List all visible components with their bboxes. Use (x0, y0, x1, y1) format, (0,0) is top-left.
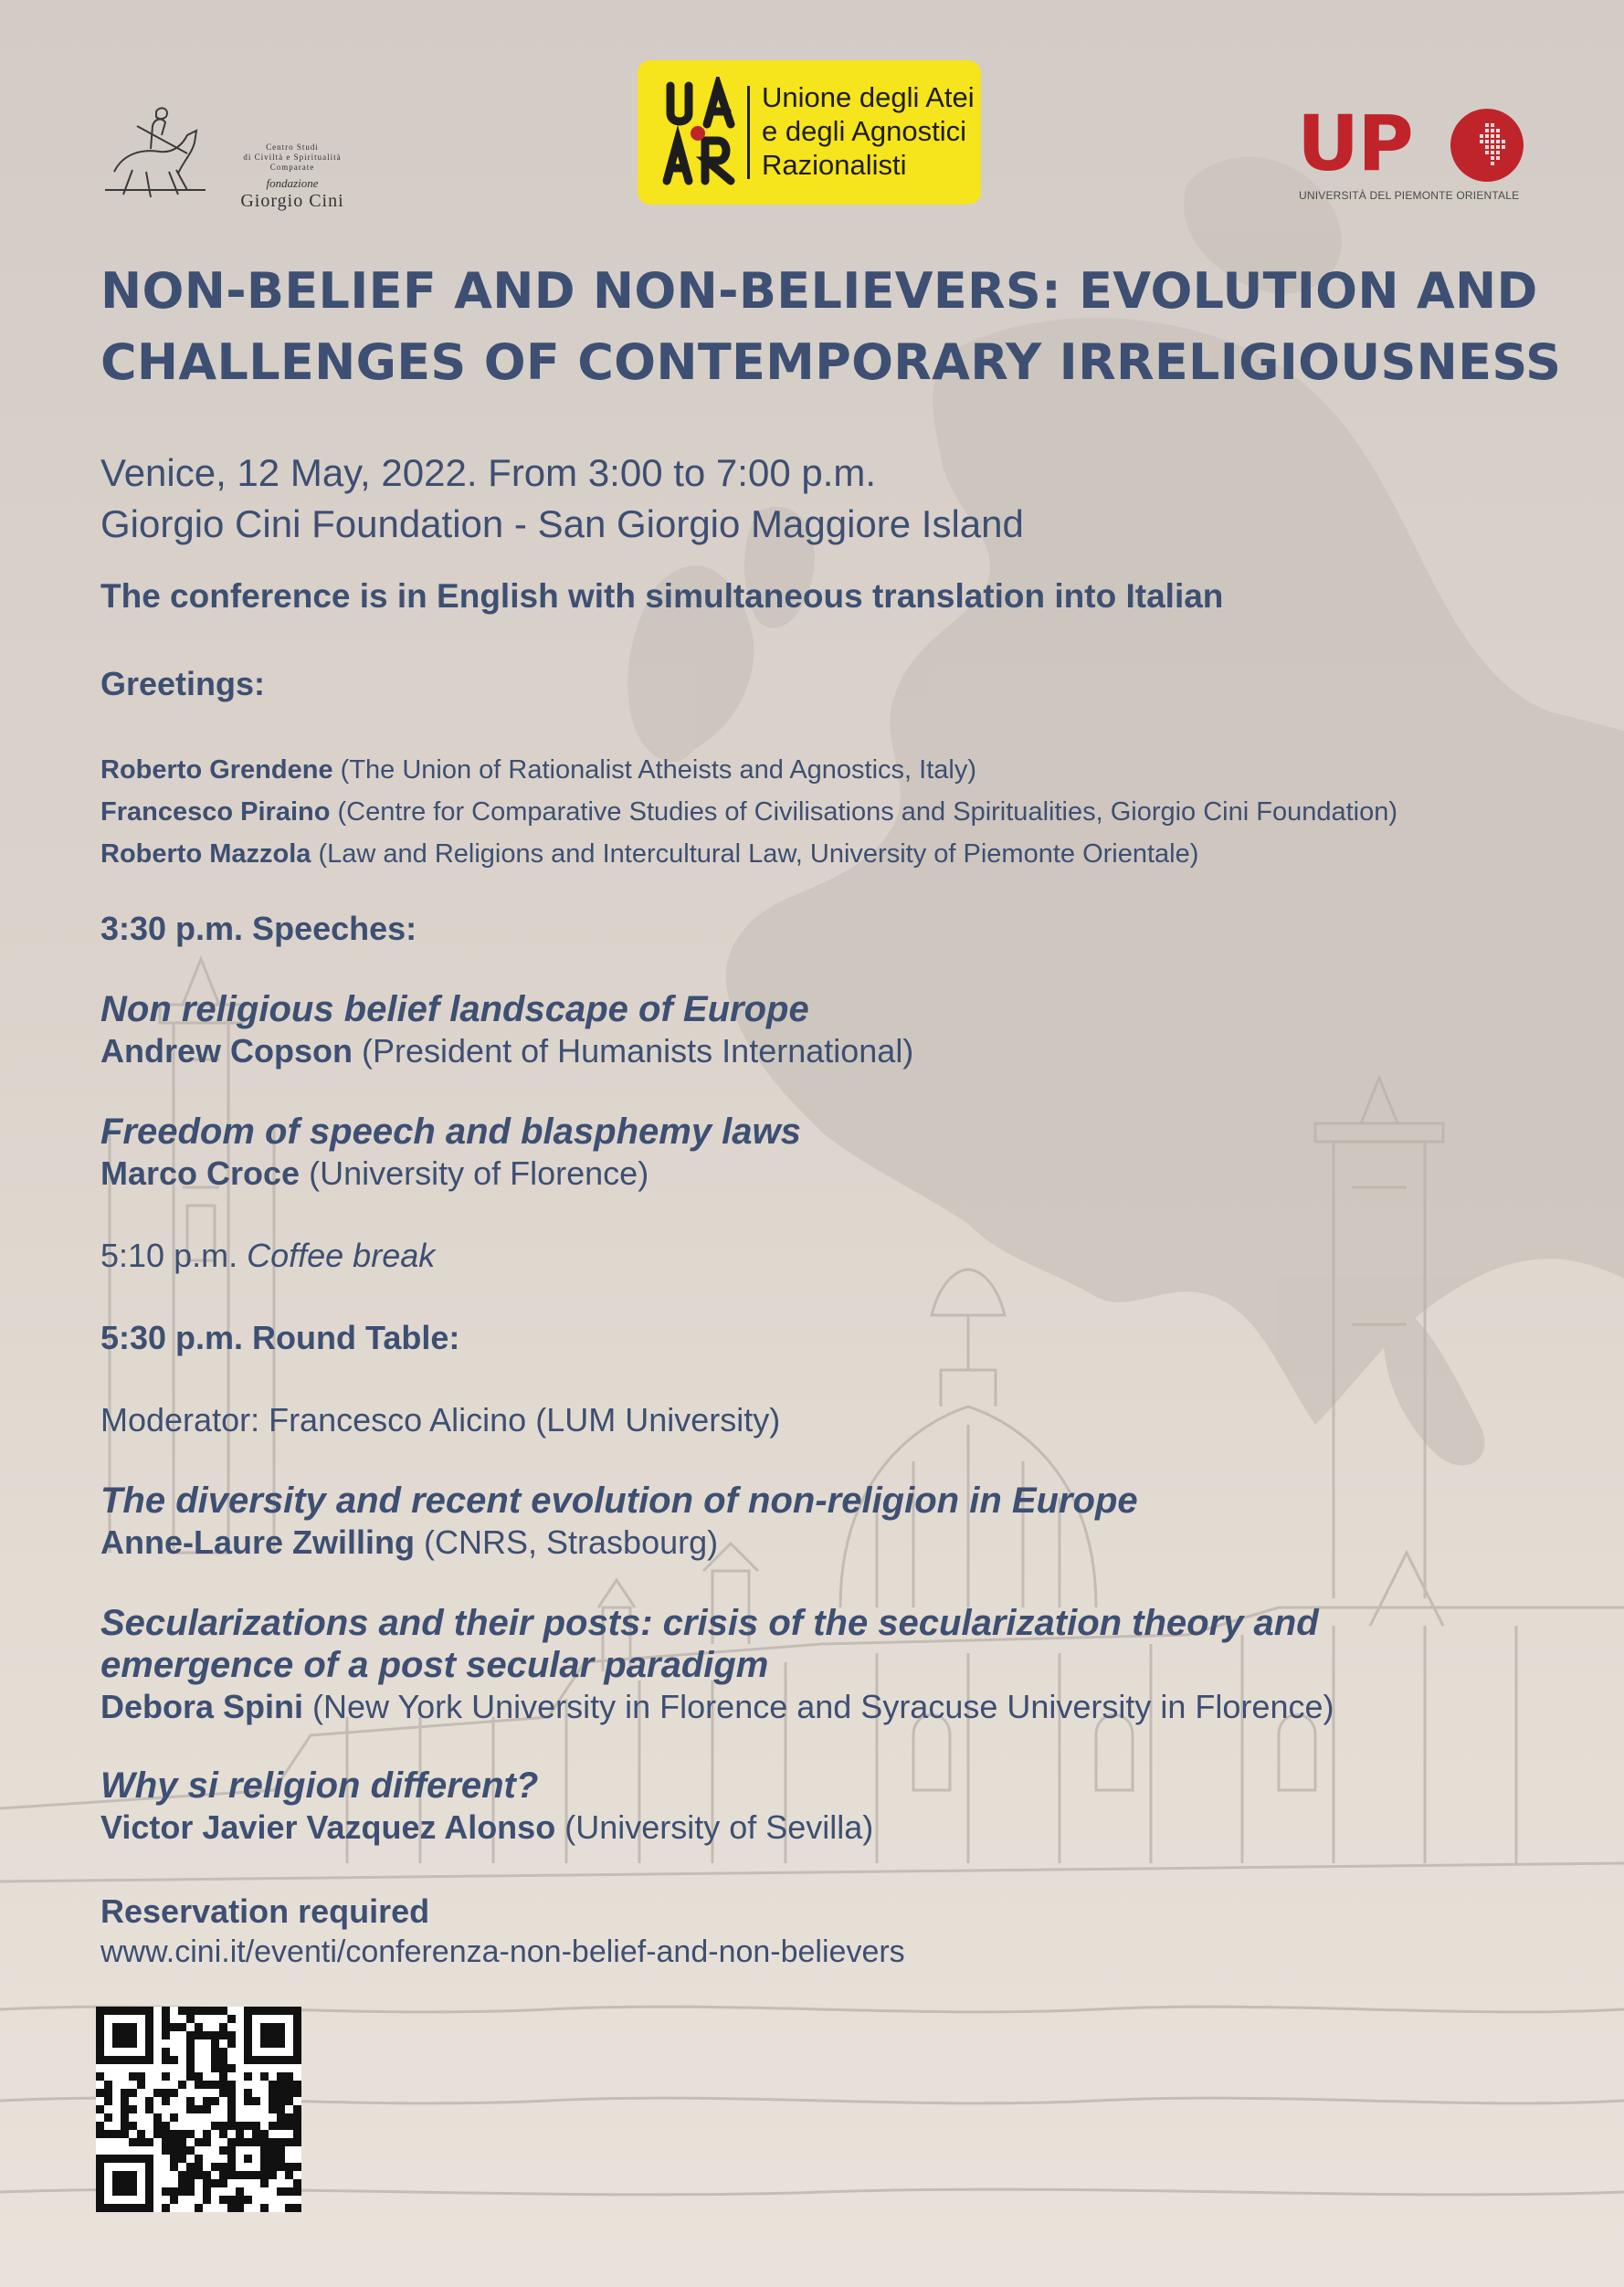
moderator: Moderator: Francesco Alicino (LUM University) (100, 1401, 781, 1439)
talk-1 (100, 988, 913, 1072)
speaker-affiliation: (New York University in Florence and Syracuse University in Florence) (312, 1688, 1334, 1725)
uaar-mark-icon (661, 77, 742, 190)
talk-title: Why si religion different? (100, 1765, 539, 1806)
speaker-name: Marco Croce (100, 1154, 301, 1192)
talk-title-line-1: Secularizations and their posts: crisis of the secularization theory and (100, 1603, 1319, 1643)
speaker-name: Anne-Laure Zwilling (100, 1523, 416, 1561)
speeches-heading: 3:30 p.m. Speeches: (100, 910, 417, 947)
greeting-item (100, 791, 1397, 833)
horse-rider-icon (96, 99, 215, 204)
speaker-name: Andrew Copson (100, 1032, 353, 1070)
coffee-label: Coffee break (247, 1237, 436, 1274)
speaker-affiliation: (University of Sevilla) (564, 1808, 874, 1846)
coffee-break (100, 1237, 435, 1275)
greeting-affiliation: (The Union of Rationalist Atheists and Agnostics, Italy) (340, 755, 977, 785)
qr-code-icon[interactable] (96, 2007, 301, 2212)
title-line-2: CHALLENGES OF CONTEMPORARY IRRELIGIOUSNESS (100, 333, 1562, 391)
upo-subtitle: UNIVERSITÀ DEL PIEMONTE ORIENTALE (1299, 189, 1520, 202)
talk-title: Freedom of speech and blasphemy laws (100, 1112, 801, 1152)
uaar-name: Unione degli Atei e degli Agnostici Razionalisti (762, 81, 975, 181)
uaar-logo (638, 60, 981, 205)
round-table-talk-2 (100, 1602, 1334, 1728)
cini-logo-text (224, 142, 361, 212)
speaker-name: Victor Javier Vazquez Alonso (100, 1808, 556, 1846)
event-date-venue (100, 448, 1024, 550)
round-table-talk-3 (100, 1765, 873, 1849)
cini-line1: Centro Studi (266, 142, 319, 152)
qr-code-graphic (96, 2007, 301, 2212)
piemonte-map-icon (1450, 109, 1524, 182)
reservation-label: Reservation required (100, 1892, 430, 1930)
talk-speaker-line (100, 1807, 873, 1849)
reservation-url[interactable]: www.cini.it/eventi/conferenza-non-belief-and-non-believers (100, 1934, 905, 1969)
language-note: The conference is in English with simultaneous translation into Italian (100, 577, 1224, 615)
cini-fondazione: fondazione (266, 176, 319, 190)
round-table-talk-1 (100, 1480, 1138, 1564)
cini-foundation-logo (96, 99, 361, 211)
greeting-affiliation: (Law and Religions and Intercultural Law, University of Piemonte Orientale) (318, 839, 1199, 869)
talk-speaker-line (100, 1030, 913, 1072)
cini-line3: Comparate (269, 163, 315, 172)
cini-name: Giorgio Cini (240, 191, 344, 211)
event-date: Venice, 12 May, 2022. From 3:00 to 7:00 p.m. (100, 451, 877, 494)
event-title (100, 256, 1562, 398)
greeting-name: Francesco Piraino (100, 797, 331, 827)
talk-title: The diversity and recent evolution of non-religion in Europe (100, 1481, 1138, 1521)
talk-title-line-2: emergence of a post secular paradigm (100, 1645, 769, 1685)
title-line-1: NON-BELIEF AND NON-BELIEVERS: EVOLUTION AND (100, 262, 1538, 320)
greeting-item (100, 833, 1397, 875)
round-table-heading: 5:30 p.m. Round Table: (100, 1319, 460, 1356)
greeting-affiliation: (Centre for Comparative Studies of Civilisations and Spiritualities, Giorgio Cini Foundation) (337, 797, 1398, 827)
event-venue: Giorgio Cini Foundation - San Giorgio Maggiore Island (100, 502, 1024, 545)
talk-speaker-line (100, 1153, 801, 1195)
speaker-affiliation: (President of Humanists International) (362, 1032, 914, 1070)
uaar-divider (747, 86, 750, 179)
talk-title: Non religious belief landscape of Europe (100, 989, 809, 1029)
greetings-list (100, 749, 1397, 875)
coffee-time: 5:10 p.m. (100, 1237, 238, 1274)
speaker-affiliation: (University of Florence) (309, 1154, 649, 1192)
greetings-heading: Greetings: (100, 665, 266, 702)
talk-speaker-line (100, 1522, 1138, 1564)
speaker-affiliation: (CNRS, Strasbourg) (424, 1523, 719, 1561)
greeting-name: Roberto Grendene (100, 755, 333, 785)
talk-2 (100, 1111, 801, 1195)
talk-speaker-line (100, 1686, 1334, 1728)
greeting-item (100, 749, 1397, 791)
cini-line2: di Civiltà e Spiritualità (243, 153, 342, 162)
speaker-name: Debora Spini (100, 1688, 304, 1725)
upo-logo (1297, 99, 1525, 210)
upo-map-icon (1450, 109, 1524, 182)
greeting-name: Roberto Mazzola (100, 839, 311, 869)
upo-letters: UP (1297, 99, 1412, 188)
